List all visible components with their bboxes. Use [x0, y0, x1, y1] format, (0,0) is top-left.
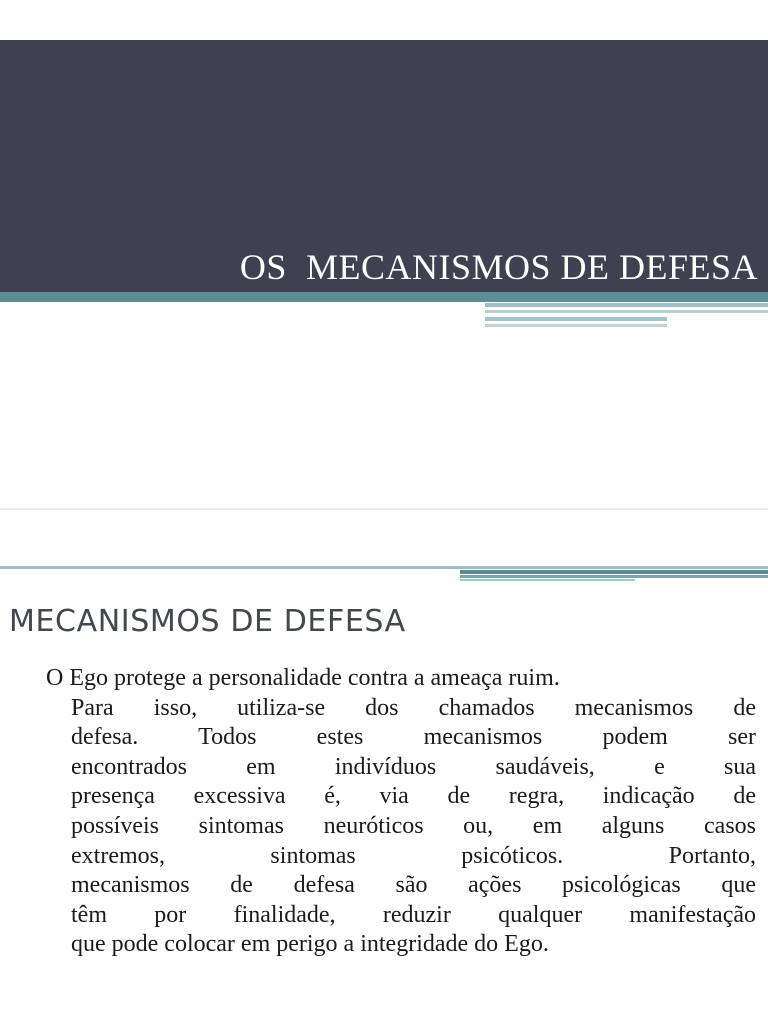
paragraph-line: possíveis sintomas neuróticos ou, em alguns casos [71, 812, 756, 839]
slide-1-accent-bar [0, 292, 768, 302]
slide-2-paragraph [46, 664, 756, 960]
paragraph-line: que pode colocar em perigo a integridade do Ego. [71, 931, 549, 958]
slide-2-accent-bar [0, 566, 768, 569]
slide-1-decor-stripe [485, 324, 667, 327]
page-top-margin [0, 0, 768, 40]
slide-1-title-text: OS MECANISMOS DE DEFESA [239, 247, 758, 286]
slide-2-decor-stripe [460, 575, 768, 578]
paragraph-line: defesa. Todos estes mecanismos podem ser [71, 724, 756, 751]
paragraph-line: têm por finalidade, reduzir qualquer manifestação [71, 901, 756, 928]
paragraph-line: mecanismos de defesa são ações psicológicas que [71, 872, 756, 899]
slide-2-decor-stripe [460, 570, 768, 574]
paragraph-line: Para isso, utiliza-se dos chamados mecanismos de [71, 694, 756, 721]
slide-1-decor-stripe [485, 303, 768, 307]
paragraph-line: encontrados em indivíduos saudáveis, e sua [71, 753, 756, 780]
paragraph-line: extremos, sintomas psicóticos. Portanto, [71, 842, 756, 869]
paragraph-line: O Ego protege a personalidade contra a ameaça ruim. [46, 665, 560, 691]
slide-separator [0, 510, 768, 566]
slide-1-body [0, 330, 768, 508]
slide-1-decor-stripe [485, 310, 768, 313]
paragraph-line: presença excessiva é, via de regra, indicação de [71, 783, 756, 810]
slide-1-title [0, 246, 768, 286]
slide-2-decor-stripe [460, 579, 635, 581]
slide-2-heading: MECANISMOS DE DEFESA [9, 604, 406, 639]
slide-1-decor-stripe [485, 317, 667, 321]
